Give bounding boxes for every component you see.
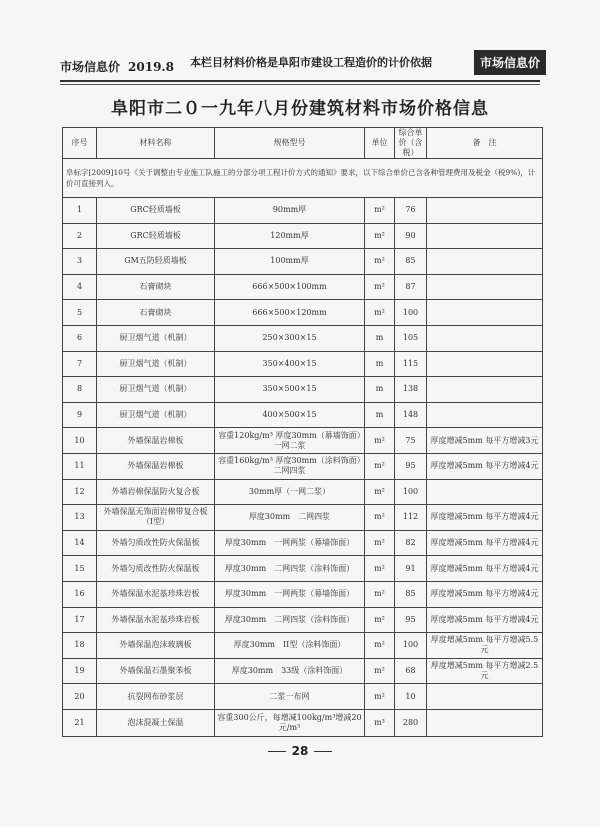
cell-no: 20 (63, 684, 97, 710)
cell-remark: 厚度增减5mm 每平方增减5.5元 (427, 633, 543, 659)
cell-unit: m (365, 325, 395, 351)
cell-remark: 厚度增减5mm 每平方增减4元 (427, 607, 543, 633)
cell-price: 90 (395, 223, 427, 249)
cell-price: 95 (395, 607, 427, 633)
table-row (63, 709, 543, 736)
cell-spec: 厚度30mm 二网四浆（涂料饰面） (215, 556, 365, 582)
page-footer (0, 744, 600, 758)
cell-remark (427, 274, 543, 300)
cell-unit: m (365, 351, 395, 377)
cell-remark: 厚度增减5mm 每平方增减4元 (427, 581, 543, 607)
header-slogan: 本栏目材料价格是阜阳市建设工程造价的计价依据 (190, 56, 432, 69)
cell-price: 75 (395, 428, 427, 454)
cell-no: 17 (63, 607, 97, 633)
table-row (63, 556, 543, 582)
cell-no: 4 (63, 274, 97, 300)
table-row (63, 223, 543, 249)
cell-price: 115 (395, 351, 427, 377)
cell-remark (427, 325, 543, 351)
col-name-header: 材料名称 (97, 128, 215, 159)
cell-price: 138 (395, 377, 427, 403)
cell-no: 10 (63, 428, 97, 454)
cell-remark (427, 402, 543, 428)
table-row (63, 249, 543, 275)
cell-price: 85 (395, 581, 427, 607)
cell-price: 85 (395, 249, 427, 275)
cell-name: 外墙保温石墨聚苯板 (97, 658, 215, 684)
cell-spec: 350×400×15 (215, 351, 365, 377)
cell-spec: 400×500×15 (215, 402, 365, 428)
cell-remark (427, 300, 543, 326)
cell-no: 8 (63, 377, 97, 403)
cell-no: 5 (63, 300, 97, 326)
cell-name: 泡沫混凝土保温 (97, 709, 215, 736)
cell-no: 11 (63, 453, 97, 479)
cell-spec: 100mm厚 (215, 249, 365, 275)
cell-no: 7 (63, 351, 97, 377)
cell-unit: m (365, 402, 395, 428)
col-no-header: 序号 (63, 128, 97, 159)
cell-no: 14 (63, 530, 97, 556)
section-badge: 市场信息价 (474, 50, 546, 75)
cell-remark (427, 377, 543, 403)
cell-name: 厨卫烟气道（机制） (97, 351, 215, 377)
cell-name: 厨卫烟气道（机制） (97, 402, 215, 428)
cell-unit: m² (365, 581, 395, 607)
cell-unit: m² (365, 607, 395, 633)
cell-name: GRC轻质墙板 (97, 223, 215, 249)
cell-price: 148 (395, 402, 427, 428)
cell-price: 76 (395, 198, 427, 224)
cell-name: 外墙保温岩棉板 (97, 453, 215, 479)
cell-spec: 厚度30mm 33级（涂料饰面） (215, 658, 365, 684)
price-table (62, 127, 543, 737)
cell-spec: 厚度30mm 二网四浆 (215, 505, 365, 531)
cell-spec: 250×300×15 (215, 325, 365, 351)
cell-spec: 30mm厚（一网二浆） (215, 479, 365, 505)
cell-name: GM五防轻质墙板 (97, 249, 215, 275)
cell-name: 外墙保温水泥基珍珠岩板 (97, 581, 215, 607)
cell-spec: 厚度30mm 一网两浆（幕墙饰面） (215, 581, 365, 607)
cell-name: 外墙岩棉保温防火复合板 (97, 479, 215, 505)
cell-unit: m² (365, 300, 395, 326)
cell-remark (427, 479, 543, 505)
cell-spec: 容重300公斤，每增减100kg/m³增减20元/m³ (215, 709, 365, 736)
table-row (63, 658, 543, 684)
cell-no: 3 (63, 249, 97, 275)
table-row (63, 325, 543, 351)
cell-spec: 厚度30mm 一网两浆（幕墙饰面） (215, 530, 365, 556)
footer-dash-left (268, 751, 286, 752)
cell-remark: 厚度增减5mm 每平方增减4元 (427, 453, 543, 479)
cell-price: 82 (395, 530, 427, 556)
table-row (63, 530, 543, 556)
cell-name: 外墙保温无饰面岩棉带复合板（I型） (97, 505, 215, 531)
cell-remark: 厚度增减5mm 每平方增减3元 (427, 428, 543, 454)
cell-unit: m² (365, 556, 395, 582)
cell-no: 6 (63, 325, 97, 351)
cell-name: 外墙匀质改性防火保温板 (97, 530, 215, 556)
cell-no: 21 (63, 709, 97, 736)
cell-spec: 350×500×15 (215, 377, 365, 403)
section-label: 市场信息价 2019.8 (60, 60, 174, 74)
table-row (63, 581, 543, 607)
col-unit-header: 单位 (365, 128, 395, 159)
cell-name: 石膏砌块 (97, 300, 215, 326)
cell-remark (427, 709, 543, 736)
cell-unit: m (365, 377, 395, 403)
cell-spec: 二浆一布网 (215, 684, 365, 710)
issue-date: 2019.8 (128, 60, 174, 74)
cell-name: GRC轻质墙板 (97, 198, 215, 224)
cell-name: 石膏砌块 (97, 274, 215, 300)
cell-unit: m² (365, 274, 395, 300)
cell-remark: 厚度增减5mm 每平方增减4元 (427, 505, 543, 531)
cell-no: 16 (63, 581, 97, 607)
cell-price: 95 (395, 453, 427, 479)
cell-no: 9 (63, 402, 97, 428)
col-spec-header: 规格型号 (215, 128, 365, 159)
table-row (63, 402, 543, 428)
cell-spec: 120mm厚 (215, 223, 365, 249)
page-title: 阜阳市二０一九年八月份建筑材料市场价格信息 (111, 99, 489, 119)
cell-unit: m³ (365, 709, 395, 736)
cell-unit: m² (365, 453, 395, 479)
cell-spec: 容重160kg/m³ 厚度30mm（涂料饰面）二网四浆 (215, 453, 365, 479)
header-rule-thin (60, 84, 540, 85)
cell-name: 厨卫烟气道（机制） (97, 377, 215, 403)
cell-remark: 厚度增减5mm 每平方增减4元 (427, 556, 543, 582)
cell-name: 外墙保温岩棉板 (97, 428, 215, 454)
table-row (63, 377, 543, 403)
cell-spec: 666×500×120mm (215, 300, 365, 326)
cell-price: 68 (395, 658, 427, 684)
cell-remark (427, 198, 543, 224)
col-price-header: 综合单价（含税） (395, 128, 427, 159)
cell-unit: m² (365, 633, 395, 659)
cell-name: 厨卫烟气道（机制） (97, 325, 215, 351)
cell-price: 112 (395, 505, 427, 531)
cell-no: 15 (63, 556, 97, 582)
cell-price: 280 (395, 709, 427, 736)
cell-price: 10 (395, 684, 427, 710)
cell-no: 12 (63, 479, 97, 505)
col-remark-header: 备 注 (427, 128, 543, 159)
cell-remark (427, 249, 543, 275)
cell-remark (427, 223, 543, 249)
cell-remark: 厚度增减5mm 每平方增减4元 (427, 530, 543, 556)
cell-spec: 90mm厚 (215, 198, 365, 224)
cell-no: 2 (63, 223, 97, 249)
table-row (63, 351, 543, 377)
cell-unit: m² (365, 223, 395, 249)
table-row (63, 274, 543, 300)
cell-unit: m² (365, 684, 395, 710)
cell-price: 100 (395, 300, 427, 326)
table-row (63, 428, 543, 454)
table-row (63, 505, 543, 531)
cell-price: 91 (395, 556, 427, 582)
cell-unit: m² (365, 428, 395, 454)
table-row (63, 453, 543, 479)
cell-remark (427, 351, 543, 377)
cell-name: 抗裂网布砂浆层 (97, 684, 215, 710)
cell-no: 13 (63, 505, 97, 531)
cell-unit: m² (365, 505, 395, 531)
cell-no: 18 (63, 633, 97, 659)
cell-price: 105 (395, 325, 427, 351)
cell-no: 19 (63, 658, 97, 684)
cell-spec: 厚度30mm II型（涂料饰面） (215, 633, 365, 659)
cell-name: 外墙保温泡沫玻璃板 (97, 633, 215, 659)
page-number: 28 (291, 744, 309, 758)
table-row (63, 633, 543, 659)
cell-spec: 厚度30mm 二网四浆（涂料饰面） (215, 607, 365, 633)
table-row (63, 607, 543, 633)
cell-remark (427, 684, 543, 710)
table-row (63, 684, 543, 710)
cell-unit: m² (365, 530, 395, 556)
footer-dash-right (314, 751, 332, 752)
table-row (63, 479, 543, 505)
cell-no: 1 (63, 198, 97, 224)
table-row (63, 198, 543, 224)
cell-unit: m² (365, 249, 395, 275)
cell-unit: m² (365, 198, 395, 224)
cell-name: 外墙保温水泥基珍珠岩板 (97, 607, 215, 633)
cell-unit: m² (365, 479, 395, 505)
cell-price: 87 (395, 274, 427, 300)
cell-spec: 666×500×100mm (215, 274, 365, 300)
table-note: 阜标字[2009]10号《关于调整由专业施工队施工的分部分项工程计价方式的通知》要求，以下综合单价已含各种管理费用及税金（税9%)，计价可直接列入。 (63, 159, 543, 198)
cell-price: 100 (395, 479, 427, 505)
cell-spec: 容重120kg/m³ 厚度30mm（幕墙饰面）一网二浆 (215, 428, 365, 454)
table-row (63, 300, 543, 326)
cell-remark: 厚度增减5mm 每平方增减2.5元 (427, 658, 543, 684)
header-rule (60, 80, 540, 82)
page-header (60, 52, 540, 78)
cell-unit: m² (365, 658, 395, 684)
cell-price: 100 (395, 633, 427, 659)
cell-name: 外墙匀质改性防火保温板 (97, 556, 215, 582)
